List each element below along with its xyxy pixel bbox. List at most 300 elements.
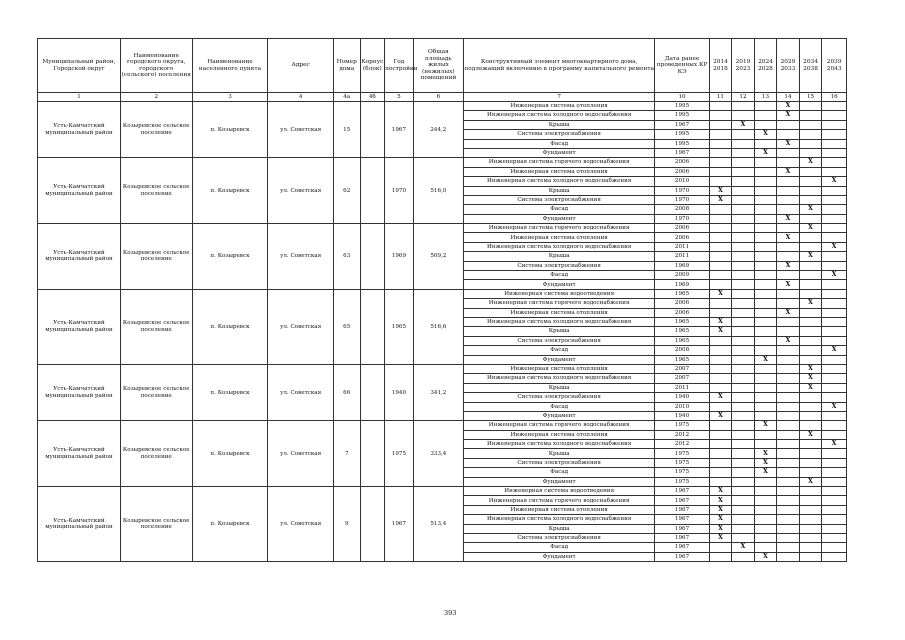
block-cell — [360, 487, 385, 562]
house-number-cell: 15 — [333, 102, 360, 158]
column-number: 10 — [655, 93, 709, 102]
period-cell — [822, 440, 847, 449]
period-cell — [709, 505, 732, 514]
period-cell — [709, 224, 732, 233]
previous-repair-date-cell: 1995 — [655, 130, 709, 139]
period-cell — [777, 430, 800, 439]
period-cell — [709, 458, 732, 467]
repair-mark: Х — [808, 224, 813, 232]
period-cell — [732, 130, 755, 139]
period-cell — [709, 524, 732, 533]
repair-mark: Х — [763, 421, 768, 429]
period-cell — [822, 543, 847, 552]
element-name-cell: Система электроснабжения — [463, 393, 654, 402]
period-cell — [777, 515, 800, 524]
period-cell — [777, 214, 800, 223]
period-cell — [709, 440, 732, 449]
period-cell — [822, 233, 847, 242]
period-cell — [777, 280, 800, 289]
period-cell — [822, 496, 847, 505]
period-cell — [732, 468, 755, 477]
element-name-cell: Инженерная система холодного водоснабжения — [463, 515, 654, 524]
period-cell — [754, 158, 777, 167]
locality-cell: п. Козыревск — [192, 364, 268, 420]
period-cell — [709, 271, 732, 280]
column-number-row — [38, 93, 847, 102]
period-cell — [709, 477, 732, 486]
repair-mark: Х — [808, 383, 813, 391]
column-number: 2 — [120, 93, 192, 102]
previous-repair-date-cell: 2009 — [655, 271, 709, 280]
area-cell: 516,0 — [413, 158, 463, 224]
period-cell — [732, 477, 755, 486]
period-cell — [777, 487, 800, 496]
period-cell — [799, 308, 822, 317]
street-cell: ул. Советская — [268, 487, 334, 562]
element-name-cell: Фасад — [463, 205, 654, 214]
element-name-cell: Фундамент — [463, 280, 654, 289]
settlement-cell: Козыревское сельское поселение — [120, 364, 192, 420]
block-cell — [360, 224, 385, 290]
period-cell — [732, 177, 755, 186]
period-cell — [799, 167, 822, 176]
settlement-cell: Козыревское сельское поселение — [120, 102, 192, 158]
period-cell — [732, 364, 755, 373]
period-cell — [777, 393, 800, 402]
repair-mark: Х — [808, 158, 813, 166]
element-name-cell: Инженерная система горячего водоснабжения — [463, 421, 654, 430]
element-name-cell: Крыша — [463, 524, 654, 533]
period-cell — [799, 205, 822, 214]
period-cell — [754, 355, 777, 364]
period-cell — [754, 186, 777, 195]
previous-repair-date-cell: 2006 — [655, 233, 709, 242]
period-cell — [732, 393, 755, 402]
locality-cell: п. Козыревск — [192, 102, 268, 158]
period-cell — [754, 374, 777, 383]
period-cell — [777, 505, 800, 514]
period-cell — [732, 308, 755, 317]
element-name-cell: Инженерная система горячего водоснабжения — [463, 158, 654, 167]
period-cell — [709, 167, 732, 176]
period-cell — [709, 430, 732, 439]
period-cell — [777, 421, 800, 430]
period-cell — [732, 252, 755, 261]
period-cell — [754, 252, 777, 261]
district-cell: Усть-Камчатский муниципальный район — [38, 158, 121, 224]
period-cell — [799, 449, 822, 458]
period-cell — [777, 440, 800, 449]
period-cell — [754, 458, 777, 467]
previous-repair-date-cell: 1967 — [655, 552, 709, 561]
period-cell — [777, 186, 800, 195]
period-cell — [777, 449, 800, 458]
period-cell — [732, 421, 755, 430]
period-cell — [777, 383, 800, 392]
previous-repair-date-cell: 1975 — [655, 449, 709, 458]
table-row — [38, 487, 847, 496]
block-cell — [360, 158, 385, 224]
element-name-cell: Инженерная система отопления — [463, 233, 654, 242]
element-name-cell: Инженерная система отопления — [463, 102, 654, 111]
period-cell — [799, 102, 822, 111]
period-cell — [709, 205, 732, 214]
period-cell — [754, 271, 777, 280]
period-cell — [799, 477, 822, 486]
element-name-cell: Фундамент — [463, 411, 654, 420]
area-cell: 509,2 — [413, 224, 463, 290]
period-cell — [777, 271, 800, 280]
period-cell — [709, 214, 732, 223]
period-cell — [754, 430, 777, 439]
period-cell — [709, 496, 732, 505]
period-cell — [799, 233, 822, 242]
period-cell — [777, 111, 800, 120]
period-cell — [709, 186, 732, 195]
period-cell — [822, 177, 847, 186]
repair-mark: Х — [808, 252, 813, 260]
period-cell — [777, 205, 800, 214]
table-row — [38, 224, 847, 233]
period-cell — [709, 233, 732, 242]
period-cell — [754, 130, 777, 139]
header-cell: Наименование населенного пункта — [192, 39, 268, 93]
period-cell — [754, 364, 777, 373]
previous-repair-date-cell: 2007 — [655, 374, 709, 383]
capital-repair-table — [37, 38, 847, 562]
previous-repair-date-cell: 1965 — [655, 336, 709, 345]
previous-repair-date-cell: 1975 — [655, 421, 709, 430]
house-number-cell: 65 — [333, 289, 360, 364]
element-name-cell: Фасад — [463, 543, 654, 552]
period-cell — [799, 355, 822, 364]
element-name-cell: Инженерная система горячего водоснабжения — [463, 224, 654, 233]
period-cell — [799, 271, 822, 280]
repair-mark: Х — [718, 289, 723, 297]
previous-repair-date-cell: 1970 — [655, 186, 709, 195]
period-cell — [822, 402, 847, 411]
period-cell — [732, 186, 755, 195]
period-cell — [709, 148, 732, 157]
period-cell — [709, 242, 732, 251]
area-cell: 244,2 — [413, 102, 463, 158]
period-cell — [822, 148, 847, 157]
header-cell: 2019 2023 — [732, 39, 755, 93]
repair-mark: Х — [718, 515, 723, 523]
repair-mark: Х — [808, 365, 813, 373]
repair-mark: Х — [718, 186, 723, 194]
period-cell — [732, 402, 755, 411]
element-name-cell: Инженерная система холодного водоснабжения — [463, 111, 654, 120]
locality-cell: п. Козыревск — [192, 158, 268, 224]
period-cell — [822, 552, 847, 561]
element-name-cell: Инженерная система холодного водоснабжения — [463, 440, 654, 449]
previous-repair-date-cell: 1967 — [655, 533, 709, 542]
period-cell — [732, 195, 755, 204]
repair-mark: Х — [785, 139, 791, 147]
repair-mark: Х — [718, 534, 723, 542]
period-cell — [822, 120, 847, 129]
block-cell — [360, 421, 385, 487]
block-cell — [360, 102, 385, 158]
page-number: 393 — [444, 609, 457, 617]
period-cell — [777, 233, 800, 242]
period-cell — [799, 430, 822, 439]
period-cell — [732, 374, 755, 383]
period-cell — [799, 299, 822, 308]
period-cell — [732, 449, 755, 458]
previous-repair-date-cell: 2006 — [655, 167, 709, 176]
period-cell — [732, 289, 755, 298]
period-cell — [732, 261, 755, 270]
district-cell: Усть-Камчатский муниципальный район — [38, 421, 121, 487]
period-cell — [822, 242, 847, 251]
table-row — [38, 364, 847, 373]
period-cell — [777, 130, 800, 139]
element-name-cell: Крыша — [463, 252, 654, 261]
period-cell — [709, 355, 732, 364]
previous-repair-date-cell: 2006 — [655, 224, 709, 233]
repair-mark: Х — [718, 318, 723, 326]
period-cell — [754, 383, 777, 392]
element-name-cell: Фасад — [463, 346, 654, 355]
repair-mark: Х — [785, 336, 791, 344]
period-cell — [754, 468, 777, 477]
period-cell — [732, 383, 755, 392]
period-cell — [799, 402, 822, 411]
previous-repair-date-cell: 1967 — [655, 505, 709, 514]
build-year-cell: 1975 — [385, 421, 414, 487]
period-cell — [799, 487, 822, 496]
period-cell — [709, 543, 732, 552]
previous-repair-date-cell: 2011 — [655, 383, 709, 392]
period-cell — [777, 177, 800, 186]
period-cell — [754, 214, 777, 223]
period-cell — [709, 411, 732, 420]
header-row — [38, 39, 847, 93]
period-cell — [822, 487, 847, 496]
period-cell — [709, 299, 732, 308]
period-cell — [777, 346, 800, 355]
build-year-cell: 1970 — [385, 158, 414, 224]
previous-repair-date-cell: 1965 — [655, 327, 709, 336]
repair-mark: Х — [718, 487, 723, 495]
repair-mark: Х — [785, 102, 791, 110]
repair-mark: Х — [785, 111, 791, 119]
period-cell — [799, 524, 822, 533]
period-cell — [822, 186, 847, 195]
repair-mark: Х — [718, 327, 723, 335]
element-name-cell: Фундамент — [463, 355, 654, 364]
repair-mark: Х — [831, 177, 837, 185]
period-cell — [822, 533, 847, 542]
element-name-cell: Фасад — [463, 402, 654, 411]
period-cell — [754, 487, 777, 496]
period-cell — [732, 102, 755, 111]
previous-repair-date-cell: 1967 — [655, 148, 709, 157]
street-cell: ул. Советская — [268, 224, 334, 290]
previous-repair-date-cell: 2007 — [655, 364, 709, 373]
build-year-cell: 1969 — [385, 224, 414, 290]
period-cell — [732, 148, 755, 157]
previous-repair-date-cell: 2011 — [655, 252, 709, 261]
element-name-cell: Инженерная система горячего водоснабжения — [463, 496, 654, 505]
element-name-cell: Система электроснабжения — [463, 336, 654, 345]
district-cell: Усть-Камчатский муниципальный район — [38, 102, 121, 158]
previous-repair-date-cell: 1965 — [655, 317, 709, 326]
period-cell — [822, 289, 847, 298]
column-number: 5 — [385, 93, 414, 102]
header-cell: Конструктивный элемент многоквартирного дома, подлежащий включению в программу капитального ремонта — [463, 39, 654, 93]
period-cell — [732, 205, 755, 214]
table-row — [38, 102, 847, 111]
period-cell — [799, 468, 822, 477]
period-cell — [754, 205, 777, 214]
period-cell — [754, 195, 777, 204]
period-cell — [777, 120, 800, 129]
table-row — [38, 421, 847, 430]
period-cell — [754, 524, 777, 533]
period-cell — [732, 214, 755, 223]
period-cell — [754, 393, 777, 402]
period-cell — [709, 364, 732, 373]
previous-repair-date-cell: 1967 — [655, 496, 709, 505]
period-cell — [822, 195, 847, 204]
period-cell — [754, 477, 777, 486]
header-cell: Адрес — [268, 39, 334, 93]
period-cell — [777, 336, 800, 345]
period-cell — [709, 383, 732, 392]
period-cell — [799, 289, 822, 298]
column-number: 1 — [38, 93, 121, 102]
repair-mark: Х — [718, 196, 723, 203]
period-cell — [822, 524, 847, 533]
house-number-cell: 9 — [333, 487, 360, 562]
period-cell — [754, 261, 777, 270]
period-cell — [822, 458, 847, 467]
period-cell — [777, 167, 800, 176]
header-cell: 2014 2018 — [709, 39, 732, 93]
locality-cell: п. Козыревск — [192, 224, 268, 290]
period-cell — [709, 158, 732, 167]
element-name-cell: Фасад — [463, 271, 654, 280]
period-cell — [732, 411, 755, 420]
period-cell — [777, 139, 800, 148]
period-cell — [799, 280, 822, 289]
block-cell — [360, 364, 385, 420]
period-cell — [822, 383, 847, 392]
repair-mark: Х — [740, 543, 746, 551]
previous-repair-date-cell: 1940 — [655, 393, 709, 402]
column-number: 6 — [413, 93, 463, 102]
period-cell — [822, 411, 847, 420]
period-cell — [822, 505, 847, 514]
repair-mark: Х — [718, 393, 723, 401]
build-year-cell: 1967 — [385, 487, 414, 562]
period-cell — [732, 317, 755, 326]
period-cell — [777, 102, 800, 111]
area-cell: 333,4 — [413, 421, 463, 487]
period-cell — [754, 308, 777, 317]
element-name-cell: Инженерная система отопления — [463, 364, 654, 373]
period-cell — [709, 120, 732, 129]
period-cell — [777, 327, 800, 336]
period-cell — [732, 543, 755, 552]
element-name-cell: Крыша — [463, 449, 654, 458]
repair-mark: Х — [808, 374, 813, 382]
previous-repair-date-cell: 1967 — [655, 120, 709, 129]
repair-mark: Х — [763, 468, 768, 476]
element-name-cell: Система электроснабжения — [463, 458, 654, 467]
period-cell — [709, 421, 732, 430]
period-cell — [754, 515, 777, 524]
area-cell: 516,6 — [413, 289, 463, 364]
street-cell: ул. Советская — [268, 364, 334, 420]
header-cell: 2039 2043 — [822, 39, 847, 93]
period-cell — [799, 336, 822, 345]
previous-repair-date-cell: 1969 — [655, 261, 709, 270]
element-name-cell: Крыша — [463, 327, 654, 336]
period-cell — [777, 524, 800, 533]
repair-mark: Х — [718, 524, 723, 532]
period-cell — [777, 252, 800, 261]
repair-mark: Х — [785, 280, 791, 288]
period-cell — [754, 421, 777, 430]
repair-mark: Х — [718, 505, 723, 513]
repair-mark: Х — [808, 477, 813, 485]
period-cell — [822, 167, 847, 176]
period-cell — [754, 148, 777, 157]
period-cell — [822, 355, 847, 364]
period-cell — [822, 430, 847, 439]
period-cell — [799, 364, 822, 373]
period-cell — [799, 111, 822, 120]
repair-mark: Х — [785, 214, 791, 222]
repair-mark: Х — [763, 149, 768, 157]
period-cell — [799, 327, 822, 336]
period-cell — [732, 440, 755, 449]
area-cell: 513,4 — [413, 487, 463, 562]
period-cell — [777, 261, 800, 270]
period-cell — [732, 430, 755, 439]
period-cell — [709, 336, 732, 345]
period-cell — [822, 252, 847, 261]
block-cell — [360, 289, 385, 364]
previous-repair-date-cell: 2008 — [655, 346, 709, 355]
period-cell — [732, 111, 755, 120]
header-cell: Номер дома — [333, 39, 360, 93]
period-cell — [732, 346, 755, 355]
previous-repair-date-cell: 1995 — [655, 102, 709, 111]
period-cell — [799, 261, 822, 270]
period-cell — [777, 477, 800, 486]
previous-repair-date-cell: 1995 — [655, 139, 709, 148]
previous-repair-date-cell: 2006 — [655, 158, 709, 167]
previous-repair-date-cell: 1975 — [655, 468, 709, 477]
repair-mark: Х — [763, 552, 768, 560]
period-cell — [822, 364, 847, 373]
period-cell — [777, 289, 800, 298]
element-name-cell: Крыша — [463, 120, 654, 129]
repair-mark: Х — [808, 299, 813, 307]
period-cell — [777, 355, 800, 364]
period-cell — [732, 158, 755, 167]
previous-repair-date-cell: 1975 — [655, 477, 709, 486]
repair-mark: Х — [831, 346, 837, 354]
period-cell — [732, 524, 755, 533]
period-cell — [709, 280, 732, 289]
period-cell — [799, 543, 822, 552]
